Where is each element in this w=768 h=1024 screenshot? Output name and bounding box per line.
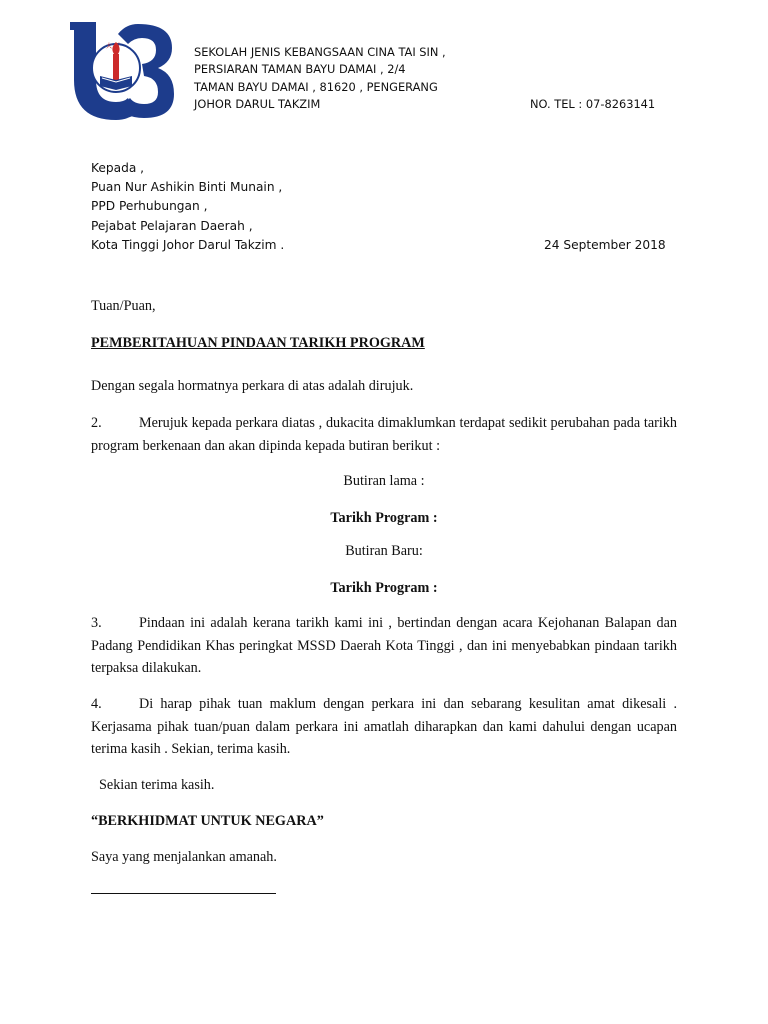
paragraph-4-number: 4. [91, 696, 102, 712]
address-line-2: TAMAN BAYU DAMAI , 81620 , PENGERANG [194, 79, 438, 94]
recipient-name: Puan Nur Ashikin Binti Munain , [91, 180, 283, 195]
address-line-3-row [194, 96, 714, 113]
paragraph-2-text: Merujuk kepada perkara diatas , dukacita dimaklumkan terdapat sedikit perubahan pada tarikh program berkenaan dan akan dipinda kepada butiran berikut : [91, 415, 677, 454]
recipient-office: Pejabat Pelajaran Daerah , [91, 218, 253, 233]
paragraph-2-number: 2. [91, 415, 102, 431]
paragraph-2 [91, 412, 677, 457]
paragraph-3-text: Pindaan ini adalah kerana tarikh kami ini , bertindan dengan acara Kejohanan Balapan dan Padang Pendidikan Khas peringkat MSSD Daerah Kota Tinggi , dan ini menyebabkan pindaan tarikh terpaksa dilakukan. [91, 615, 677, 677]
letter-date: 24 September 2018 [544, 237, 666, 252]
new-details-label: Butiran Baru: [345, 543, 423, 559]
paragraph-1: Dengan segala hormatnya perkara di atas adalah dirujuk. [91, 378, 414, 394]
paragraph-3 [91, 612, 677, 680]
recipient-block [91, 159, 691, 255]
address-line-1: PERSIARAN TAMAN BAYU DAMAI , 2/4 [194, 62, 406, 77]
sign-off: Saya yang menjalankan amanah. [91, 849, 277, 865]
recipient-location-row [91, 236, 691, 255]
address-line-3: JOHOR DARUL TAKZIM [194, 97, 321, 112]
old-details-label: Butiran lama : [343, 473, 425, 489]
recipient-to: Kepada , [91, 161, 145, 175]
letterhead [194, 44, 714, 114]
greeting: Tuan/Puan, [91, 298, 156, 314]
recipient-unit: PPD Perhubungan , [91, 199, 208, 214]
paragraph-4-text: Di harap pihak tuan maklum dengan perkara ini dan sebarang kesulitan amat dikesali . Kerjasama pihak tuan/puan dalam perkara ini amatlah diharapkan dan kami dahului dengan ucapan terima kasih . Sekian, terima kasih. [91, 696, 677, 758]
paragraph-3-number: 3. [91, 615, 102, 631]
phone-number: NO. TEL : 07-8263141 [530, 97, 656, 112]
closing: Sekian terima kasih. [99, 777, 215, 793]
paragraph-4 [91, 693, 677, 761]
school-crest-icon [60, 10, 180, 126]
school-name: SEKOLAH JENIS KEBANGSAAN CINA TAI SIN , [194, 45, 446, 59]
recipient-location: Kota Tinggi Johor Darul Takzim . [91, 237, 285, 252]
old-program-date: Tarikh Program : [330, 510, 438, 526]
letter-subject: PEMBERITAHUAN PINDAAN TARIKH PROGRAM [91, 335, 425, 351]
svg-text:大 新: 大 新 [106, 43, 120, 50]
signature-line [91, 893, 276, 894]
new-program-date: Tarikh Program : [330, 580, 438, 596]
motto: “BERKHIDMAT UNTUK NEGARA” [91, 813, 324, 829]
school-crest-logo [60, 10, 180, 126]
